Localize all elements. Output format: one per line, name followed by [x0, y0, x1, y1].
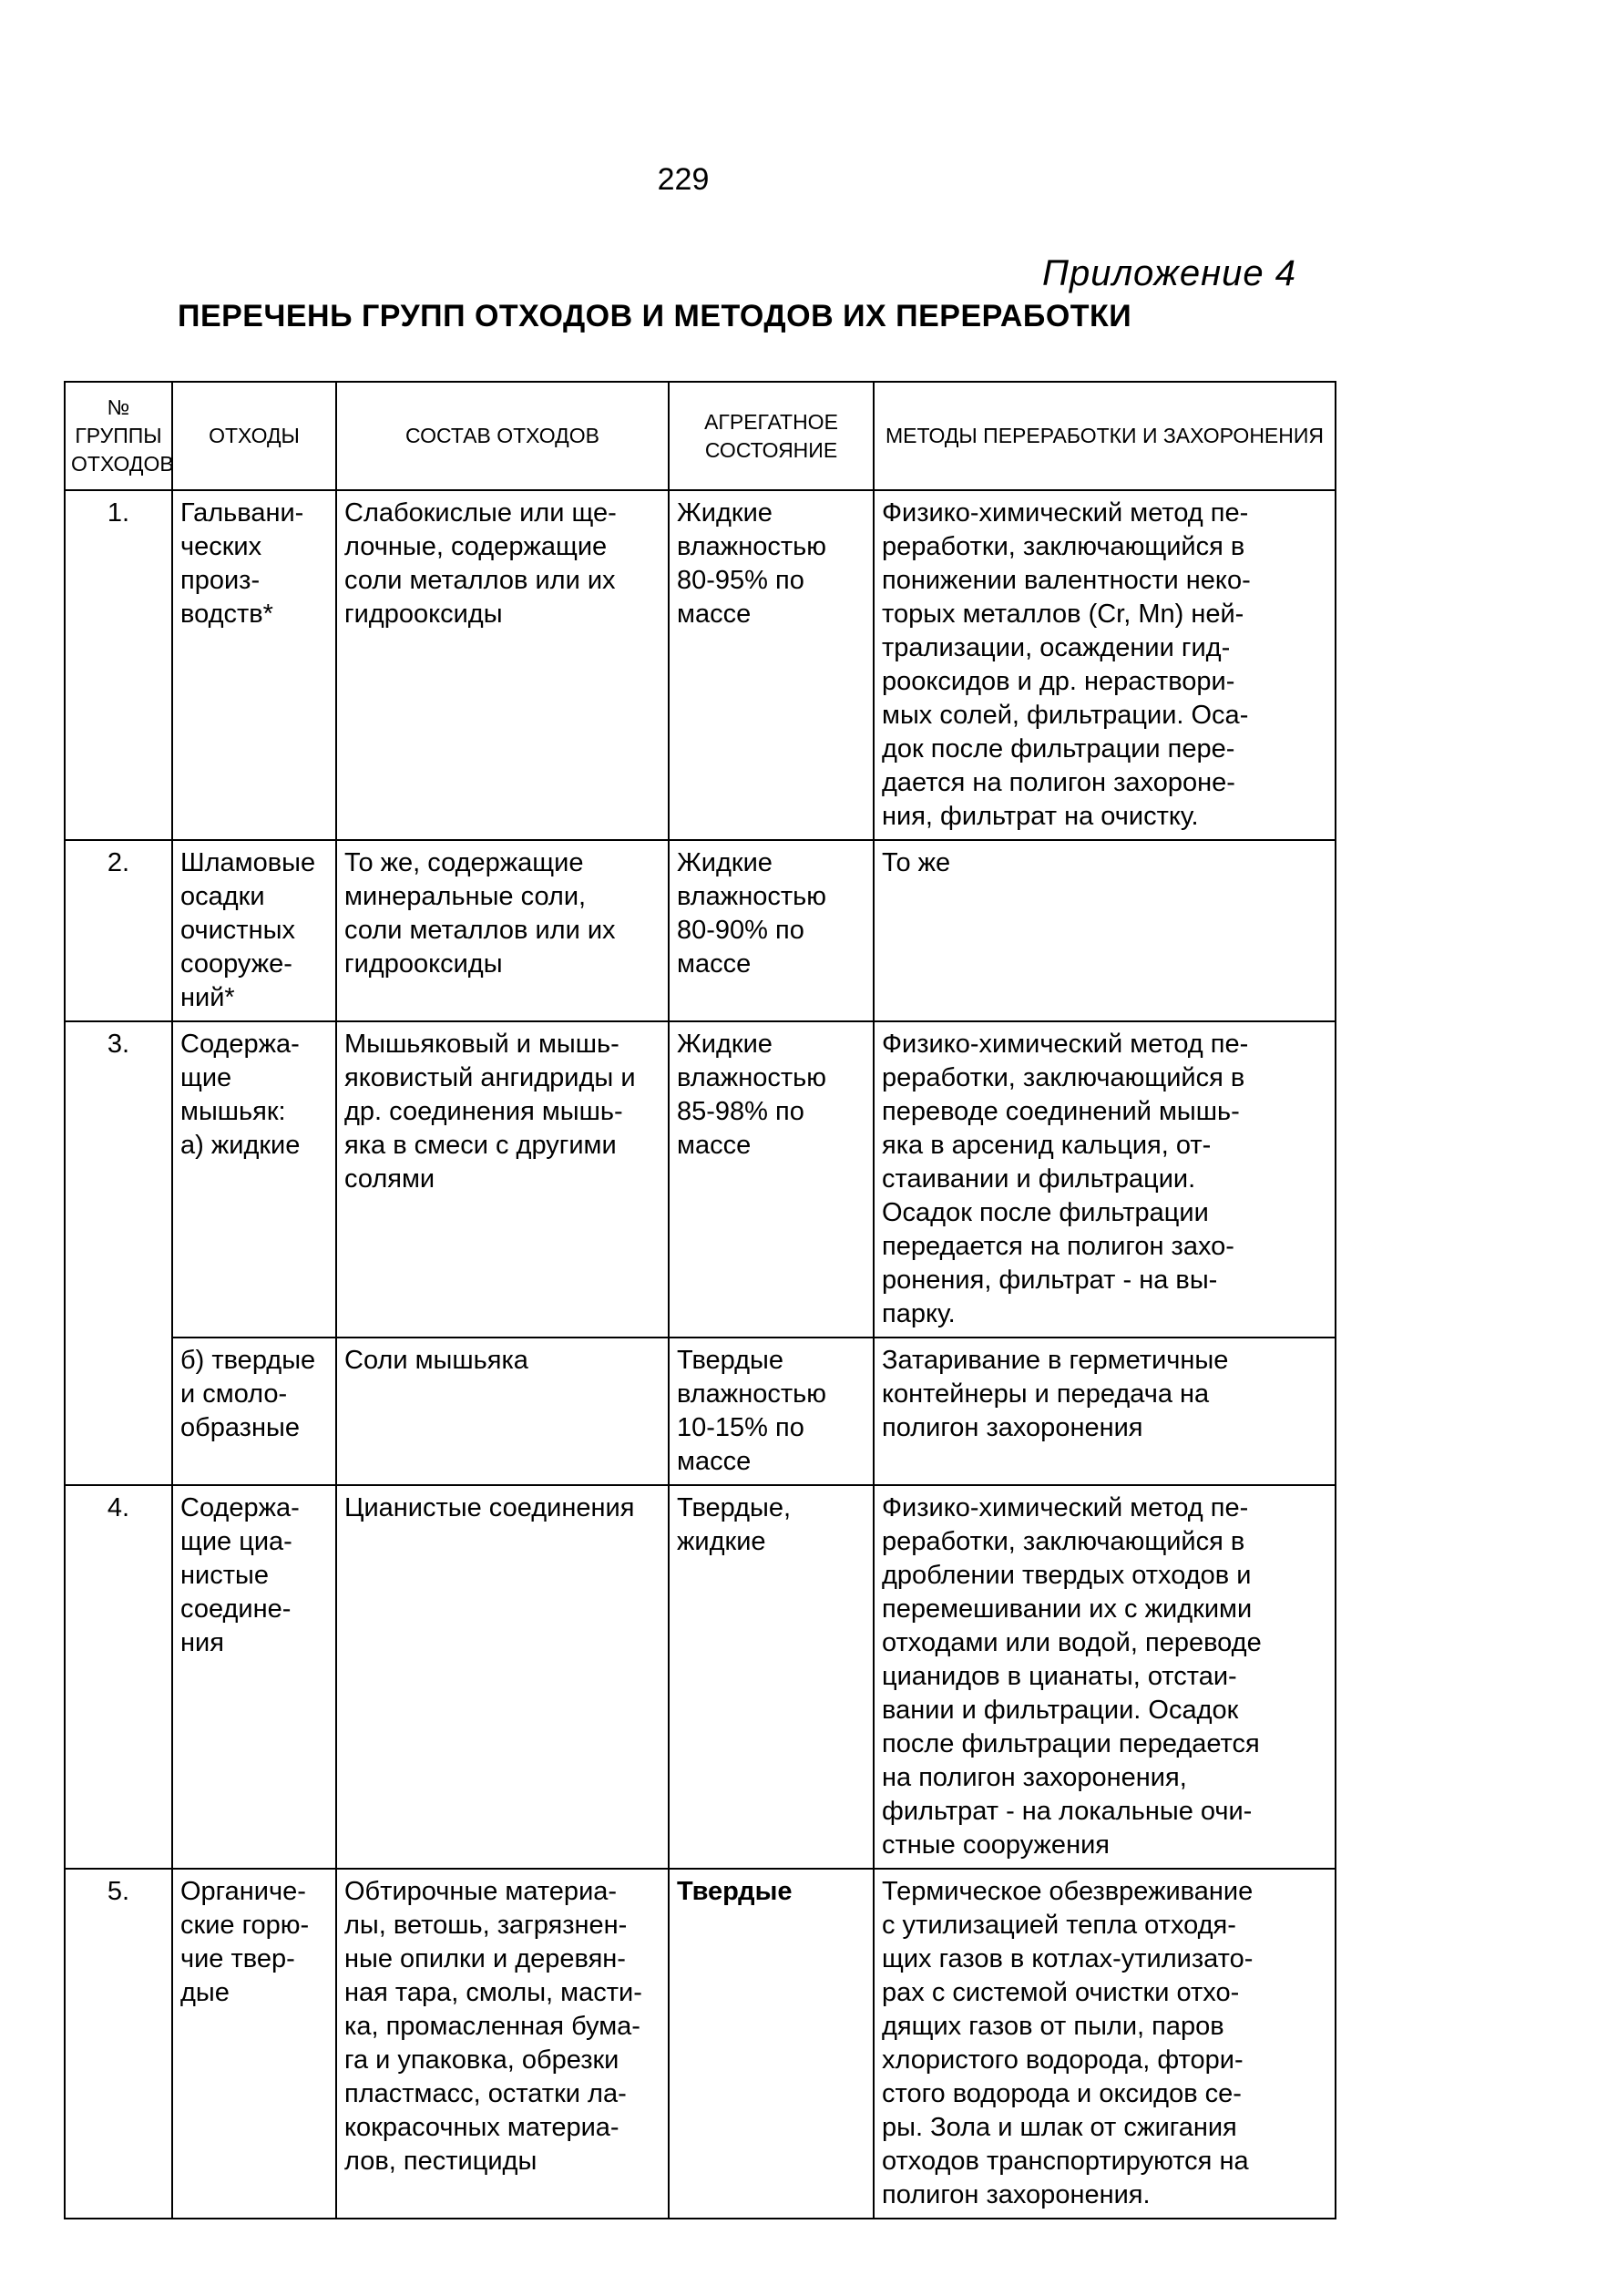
row-number: 2. — [65, 840, 172, 1021]
waste-cell: Содержа- щие мышьяк: а) жидкие — [172, 1021, 336, 1338]
composition-cell: То же, содержащие минеральные соли, соли металлов или их гидрооксиды — [336, 840, 669, 1021]
table-row — [65, 1021, 1336, 1338]
header-waste: ОТХОДЫ — [172, 382, 336, 490]
waste-cell: Органиче- ские горю- чие твер- дые — [172, 1869, 336, 2219]
waste-cell: Шламовые осадки очистных сооруже- ний* — [172, 840, 336, 1021]
header-group-number: № ГРУППЫ ОТХОДОВ — [65, 382, 172, 490]
page-number: 229 — [657, 162, 710, 197]
row-number: 3. — [65, 1021, 172, 1485]
header-state: АГРЕГАТНОЕ СОСТОЯНИЕ — [669, 382, 874, 490]
waste-cell: Содержа- щие циа- нистые соедине- ния — [172, 1485, 336, 1869]
table-row — [65, 840, 1336, 1021]
state-cell: Жидкие влажностью 80-90% по массе — [669, 840, 874, 1021]
waste-cell: б) твердые и смоло- образные — [172, 1338, 336, 1485]
header-methods: МЕТОДЫ ПЕРЕРАБОТКИ И ЗАХОРОНЕНИЯ — [874, 382, 1336, 490]
row-number: 1. — [65, 490, 172, 840]
composition-cell: Цианистые соединения — [336, 1485, 669, 1869]
composition-cell: Мышьяковый и мышь- яковистый ангидриды и др. соединения мышь- яка в смеси с другими солями — [336, 1021, 669, 1338]
table-header-row — [65, 382, 1336, 490]
table-row — [65, 1485, 1336, 1869]
composition-cell: Обтирочные материа- лы, ветошь, загрязнен- ные опилки и деревян- ная тара, смолы, масти- ка, промасленная бума- га и упаковка, обрезки пластмасс, остатки ла- кокрасочных материа- лов, пестициды — [336, 1869, 669, 2219]
document-title: ПЕРЕЧЕНЬ ГРУПП ОТХОДОВ И МЕТОДОВ ИХ ПЕРЕРАБОТКИ — [178, 299, 1132, 333]
state-cell: Твердые влажностью 10-15% по массе — [669, 1338, 874, 1485]
methods-cell: Физико-химический метод пе- реработки, заключающийся в понижении валентности неко- торых металлов (Cr, Mn) ней- трализации, осаждении гид- рооксидов и др. нераствори- мых солей, фильтрации. Оса- док после фильтрации пере- дается на полигон захороне- ния, фильтрат на очистку. — [874, 490, 1336, 840]
state-cell: Твердые — [669, 1869, 874, 2219]
waste-cell: Гальвани- ческих произ- водств* — [172, 490, 336, 840]
appendix-label: Приложение 4 — [1041, 253, 1296, 293]
composition-cell: Слабокислые или ще- лочные, содержащие соли металлов или их гидрооксиды — [336, 490, 669, 840]
waste-groups-table — [64, 381, 1336, 2219]
table-row — [65, 490, 1336, 840]
methods-cell: Термическое обезвреживание с утилизацией тепла отходя- щих газов в котлах-утилизато- рах с системой очистки отхо- дящих газов от пыли, паров хлористого водорода, фтори- стого водорода и оксидов се- ры. Зола и шлак от сжигания отходов транспортируются на полигон захоронения. — [874, 1869, 1336, 2219]
row-number: 4. — [65, 1485, 172, 1869]
state-cell: Жидкие влажностью 80-95% по массе — [669, 490, 874, 840]
composition-cell: Соли мышьяка — [336, 1338, 669, 1485]
methods-cell: Физико-химический метод пе- реработки, заключающийся в дроблении твердых отходов и перемешивании их с жидкими отходами или водой, переводе цианидов в цианаты, отстаи- вании и фильтрации. Осадок после фильтрации передается на полигон захоронения, фильтрат - на локальные очи- стные сооружения — [874, 1485, 1336, 1869]
state-cell: Жидкие влажностью 85-98% по массе — [669, 1021, 874, 1338]
table-row — [65, 1338, 1336, 1485]
methods-cell: Затаривание в герметичные контейнеры и передача на полигон захоронения — [874, 1338, 1336, 1485]
state-cell: Твердые, жидкие — [669, 1485, 874, 1869]
row-number: 5. — [65, 1869, 172, 2219]
header-composition: СОСТАВ ОТХОДОВ — [336, 382, 669, 490]
methods-cell: Физико-химический метод пе- реработки, заключающийся в переводе соединений мышь- яка в арсенид кальция, от- стаивании и фильтрации. Осадок после фильтрации передается на полигон захо- ронения, фильтрат - на вы- парку. — [874, 1021, 1336, 1338]
table-row — [65, 1869, 1336, 2219]
methods-cell: То же — [874, 840, 1336, 1021]
